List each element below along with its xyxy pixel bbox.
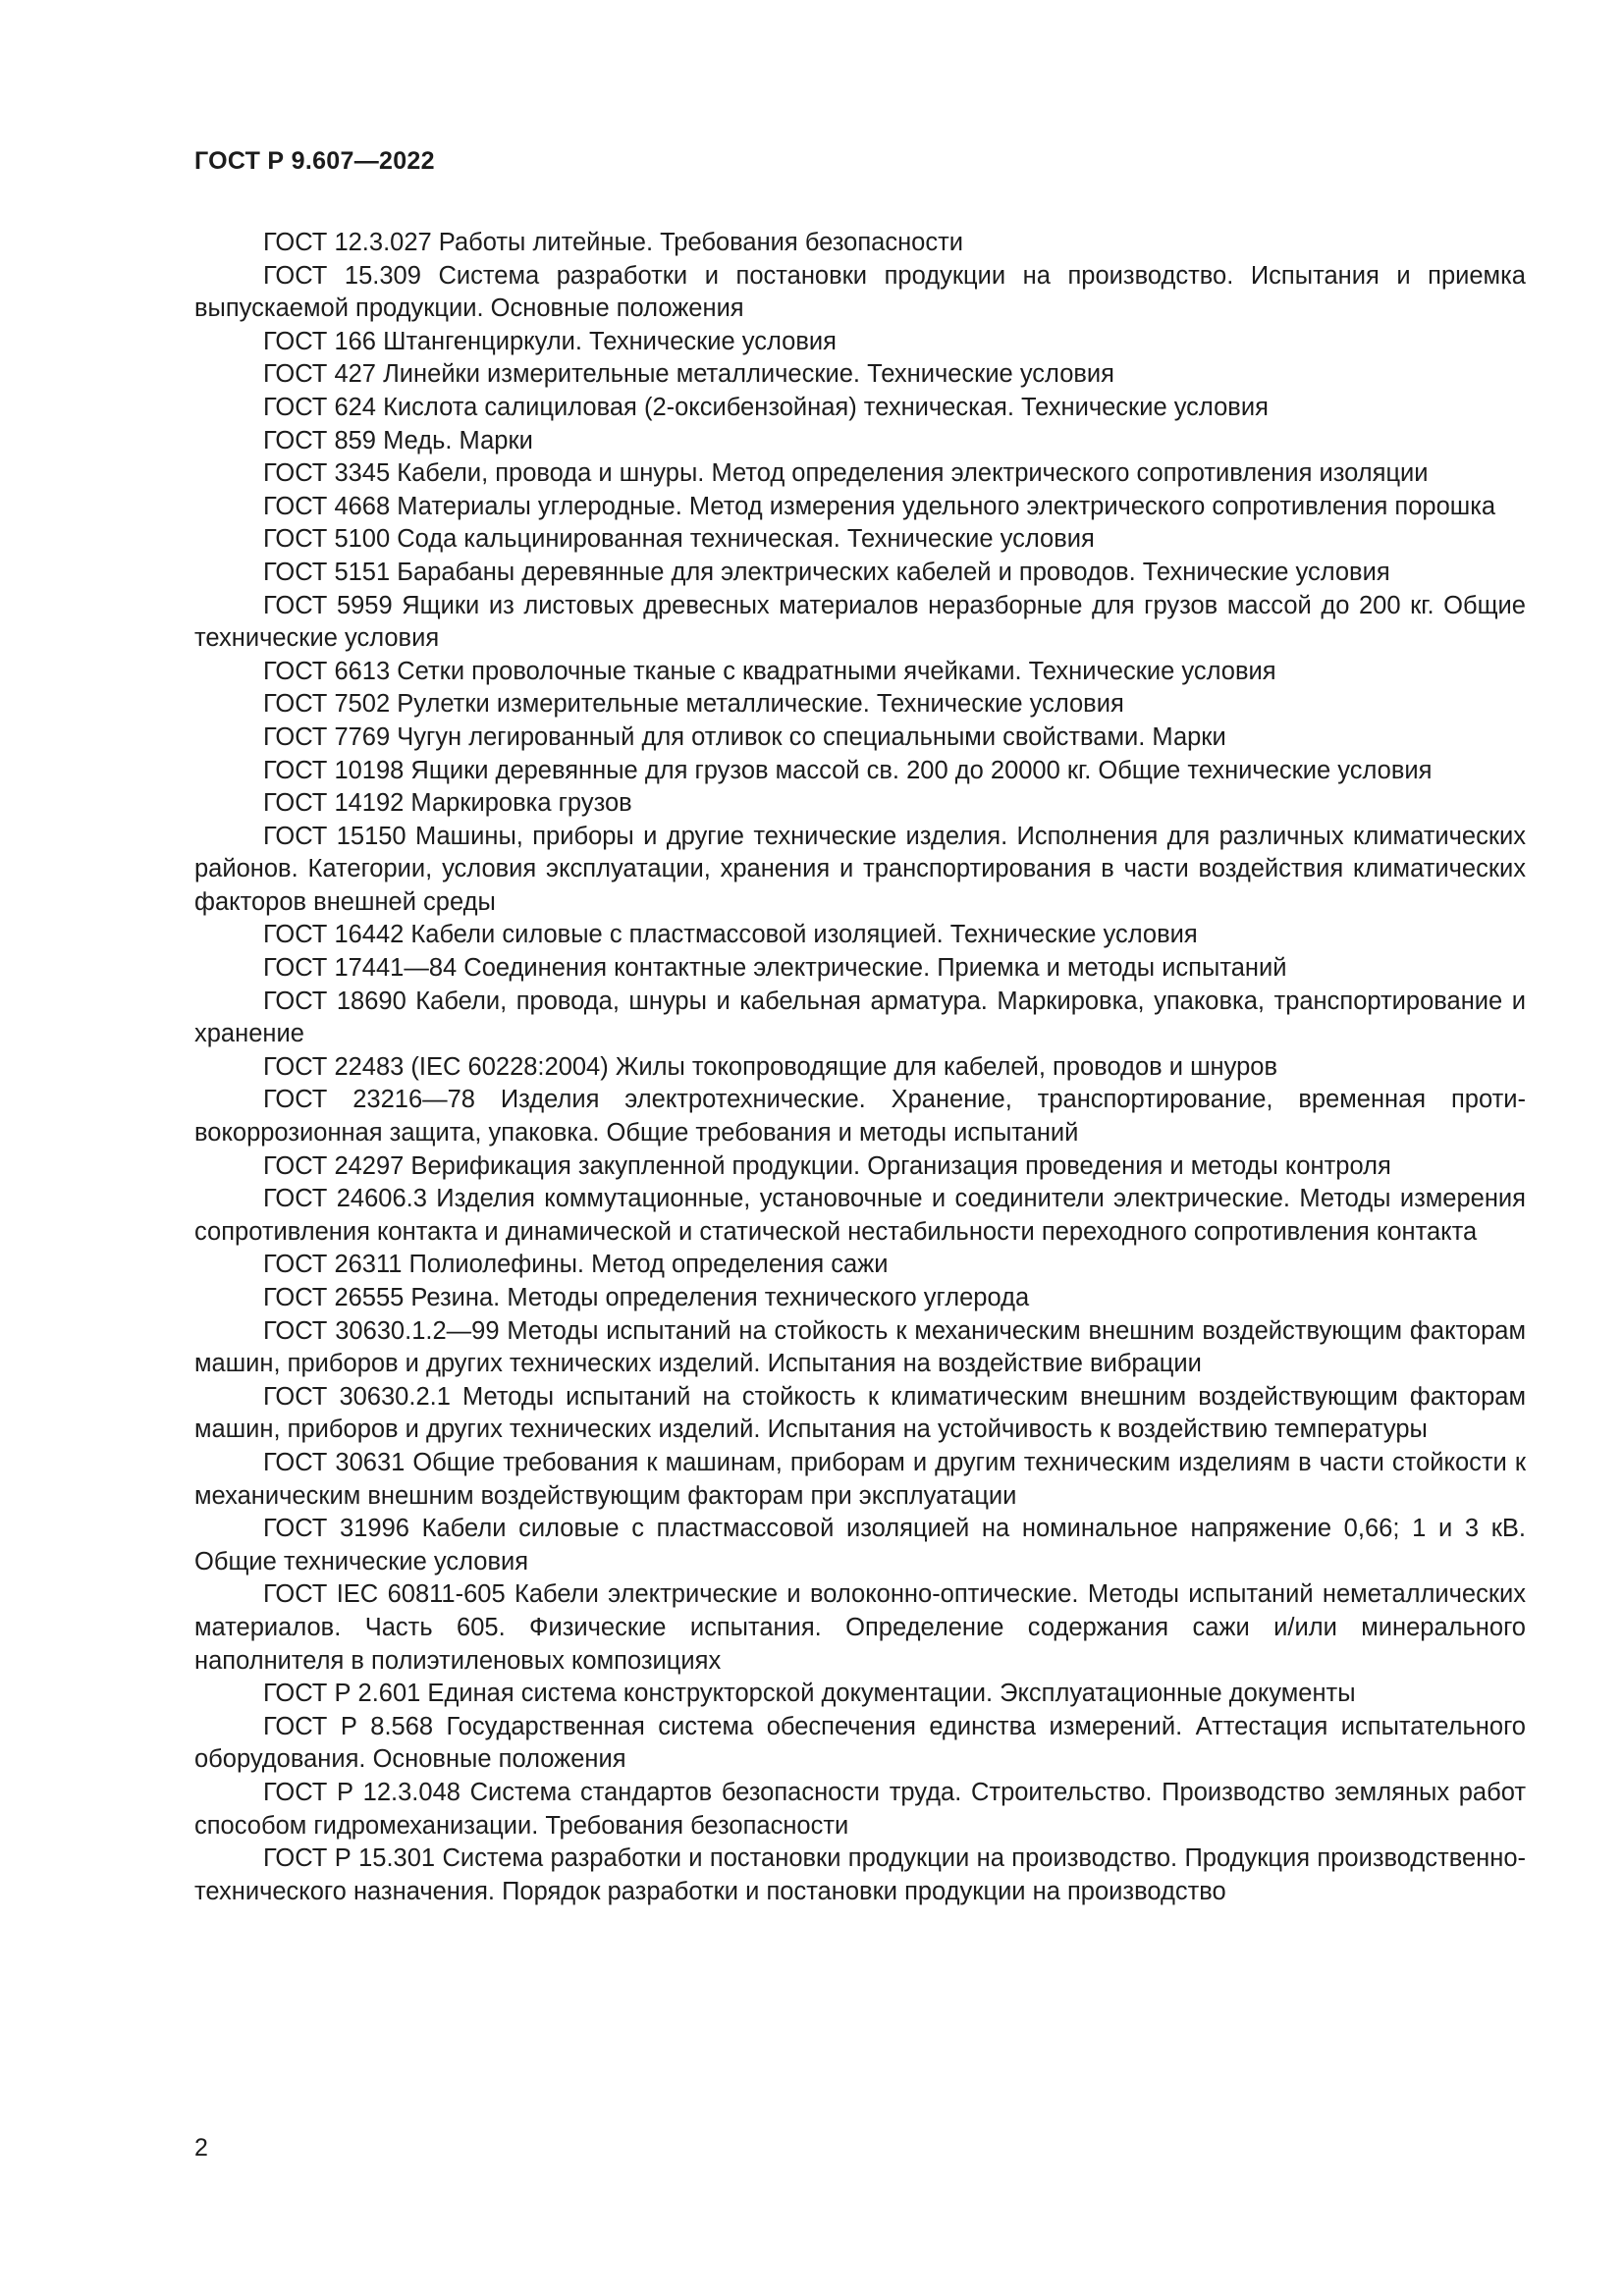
reference-item: ГОСТ 24606.3 Изделия коммутационные, установочные и соединители электрические. Методы измерения сопротивления контакта и динамической и статической нестабильности переходного сопротивления контакта xyxy=(194,1185,1526,1246)
document-header: ГОСТ Р 9.607—2022 xyxy=(194,147,435,175)
reference-item: ГОСТ 4668 Материалы углеродные. Метод измерения удельного электрического сопротивления порошка xyxy=(263,492,1496,520)
reference-item: ГОСТ 14192 Маркировка грузов xyxy=(263,789,632,818)
reference-item: ГОСТ 10198 Ящики деревянные для грузов массой св. 200 до 20000 кг. Общие технические условия xyxy=(263,756,1433,784)
reference-item: ГОСТ IEC 60811-605 Кабели электрические и волоконно-оптические. Методы испытаний неметаллических материалов. Часть 605. Физические испытания. Определение содержания сажи и/или минерального наполнителя в полиэтиленовых композициях xyxy=(194,1580,1526,1675)
reference-item: ГОСТ 15150 Машины, приборы и другие технические изделия. Исполнения для различных климатических районов. Категории, условия эксплуатации, хранения и транспортирования в части воздействия климатических факторов внешней среды xyxy=(194,822,1526,916)
reference-item: ГОСТ 12.3.027 Работы литейные. Требования безопасности xyxy=(263,229,964,256)
reference-item: ГОСТ 31996 Кабели силовые с пластмассовой изоляцией на номинальное напряжение 0,66; 1 и 3 кВ. Общие технические условия xyxy=(194,1515,1526,1575)
reference-item: ГОСТ 5959 Ящики из листовых древесных материалов неразборные для грузов массой до 200 кг. Общие технические условия xyxy=(194,591,1526,653)
reference-item: ГОСТ 6613 Сетки проволочные тканые с квадратными ячейками. Технические условия xyxy=(263,657,1276,685)
reference-item: ГОСТ Р 12.3.048 Система стандартов безопасности труда. Строительство. Производство земляных работ способом гидромеханизации. Требования безопасности xyxy=(194,1778,1526,1840)
reference-item: ГОСТ 427 Линейки измерительные металлические. Технические условия xyxy=(263,360,1114,389)
reference-item: ГОСТ 18690 Кабели, провода, шнуры и кабельная арматура. Маркировка, упаковка, транспортирование и хранение xyxy=(194,987,1526,1048)
reference-item: ГОСТ 30630.1.2—99 Методы испытаний на стойкость к механическим внешним воздействующим факторам машин, приборов и других технических изделий. Испытания на воздействие вибрации xyxy=(194,1316,1526,1378)
reference-item: ГОСТ 166 Штангенциркули. Технические условия xyxy=(263,327,837,355)
reference-item: ГОСТ 3345 Кабели, провода и шнуры. Метод определения электрического сопротивления изоляции xyxy=(263,459,1429,488)
reference-item: ГОСТ 624 Кислота салициловая (2-оксибензойная) техническая. Технические условия xyxy=(263,393,1269,421)
reference-item: ГОСТ 16442 Кабели силовые с пластмассовой изоляцией. Технические условия xyxy=(263,921,1198,949)
reference-item: ГОСТ 23216—78 Изделия электротехнические. Хранение, транспортирование, временная противокоррозионная защита, упаковка. Общие требования и методы испытаний xyxy=(194,1086,1526,1148)
reference-item: ГОСТ 22483 (IEC 60228:2004) Жилы токопроводящие для кабелей, проводов и шнуров xyxy=(263,1052,1277,1081)
reference-item: ГОСТ 7769 Чугун легированный для отливок со специальными свойствами. Марки xyxy=(263,722,1226,751)
reference-item: ГОСТ 5151 Барабаны деревянные для электрических кабелей и проводов. Технические условия xyxy=(263,558,1390,586)
reference-item: ГОСТ 7502 Рулетки измерительные металлические. Технические условия xyxy=(263,690,1124,719)
reference-item: ГОСТ 26555 Резина. Методы определения технического углерода xyxy=(263,1284,1030,1311)
reference-item: ГОСТ 30630.2.1 Методы испытаний на стойкость к климатическим внешним воздействующим факторам машин, приборов и других технических изделий. Испытания на устойчивость к воздействию температуры xyxy=(194,1382,1526,1444)
reference-item: ГОСТ 5100 Сода кальцинированная техническая. Технические условия xyxy=(263,525,1095,554)
reference-item: ГОСТ Р 8.568 Государственная система обеспечения единства измерений. Аттестация испытательного оборудования. Основные положения xyxy=(194,1712,1526,1774)
reference-item: ГОСТ Р 15.301 Система разработки и постановки продукции на производство. Продукция производственно-технического назначения. Порядок разработки и постановки продукции на производство xyxy=(194,1844,1526,1905)
page-number: 2 xyxy=(194,2134,208,2162)
normative-references-list xyxy=(194,227,1526,1908)
reference-item: ГОСТ 24297 Верификация закупленной продукции. Организация проведения и методы контроля xyxy=(263,1151,1391,1180)
reference-item: ГОСТ 30631 Общие требования к машинам, приборам и другим техническим изделиям в части стойкости к механическим внешним воздействующим факторам при эксплуатации xyxy=(194,1448,1526,1510)
reference-item: ГОСТ 15.309 Система разработки и постановки продукции на производство. Испытания и приемка выпускаемой продукции. Основные положения xyxy=(194,261,1526,323)
reference-item: ГОСТ Р 2.601 Единая система конструкторской документации. Эксплуатационные документы xyxy=(263,1680,1356,1708)
reference-item: ГОСТ 17441—84 Соединения контактные электрические. Приемка и методы испытаний xyxy=(263,954,1287,983)
reference-item: ГОСТ 859 Медь. Марки xyxy=(263,426,533,454)
reference-item: ГОСТ 26311 Полиолефины. Метод определения сажи xyxy=(263,1251,889,1279)
